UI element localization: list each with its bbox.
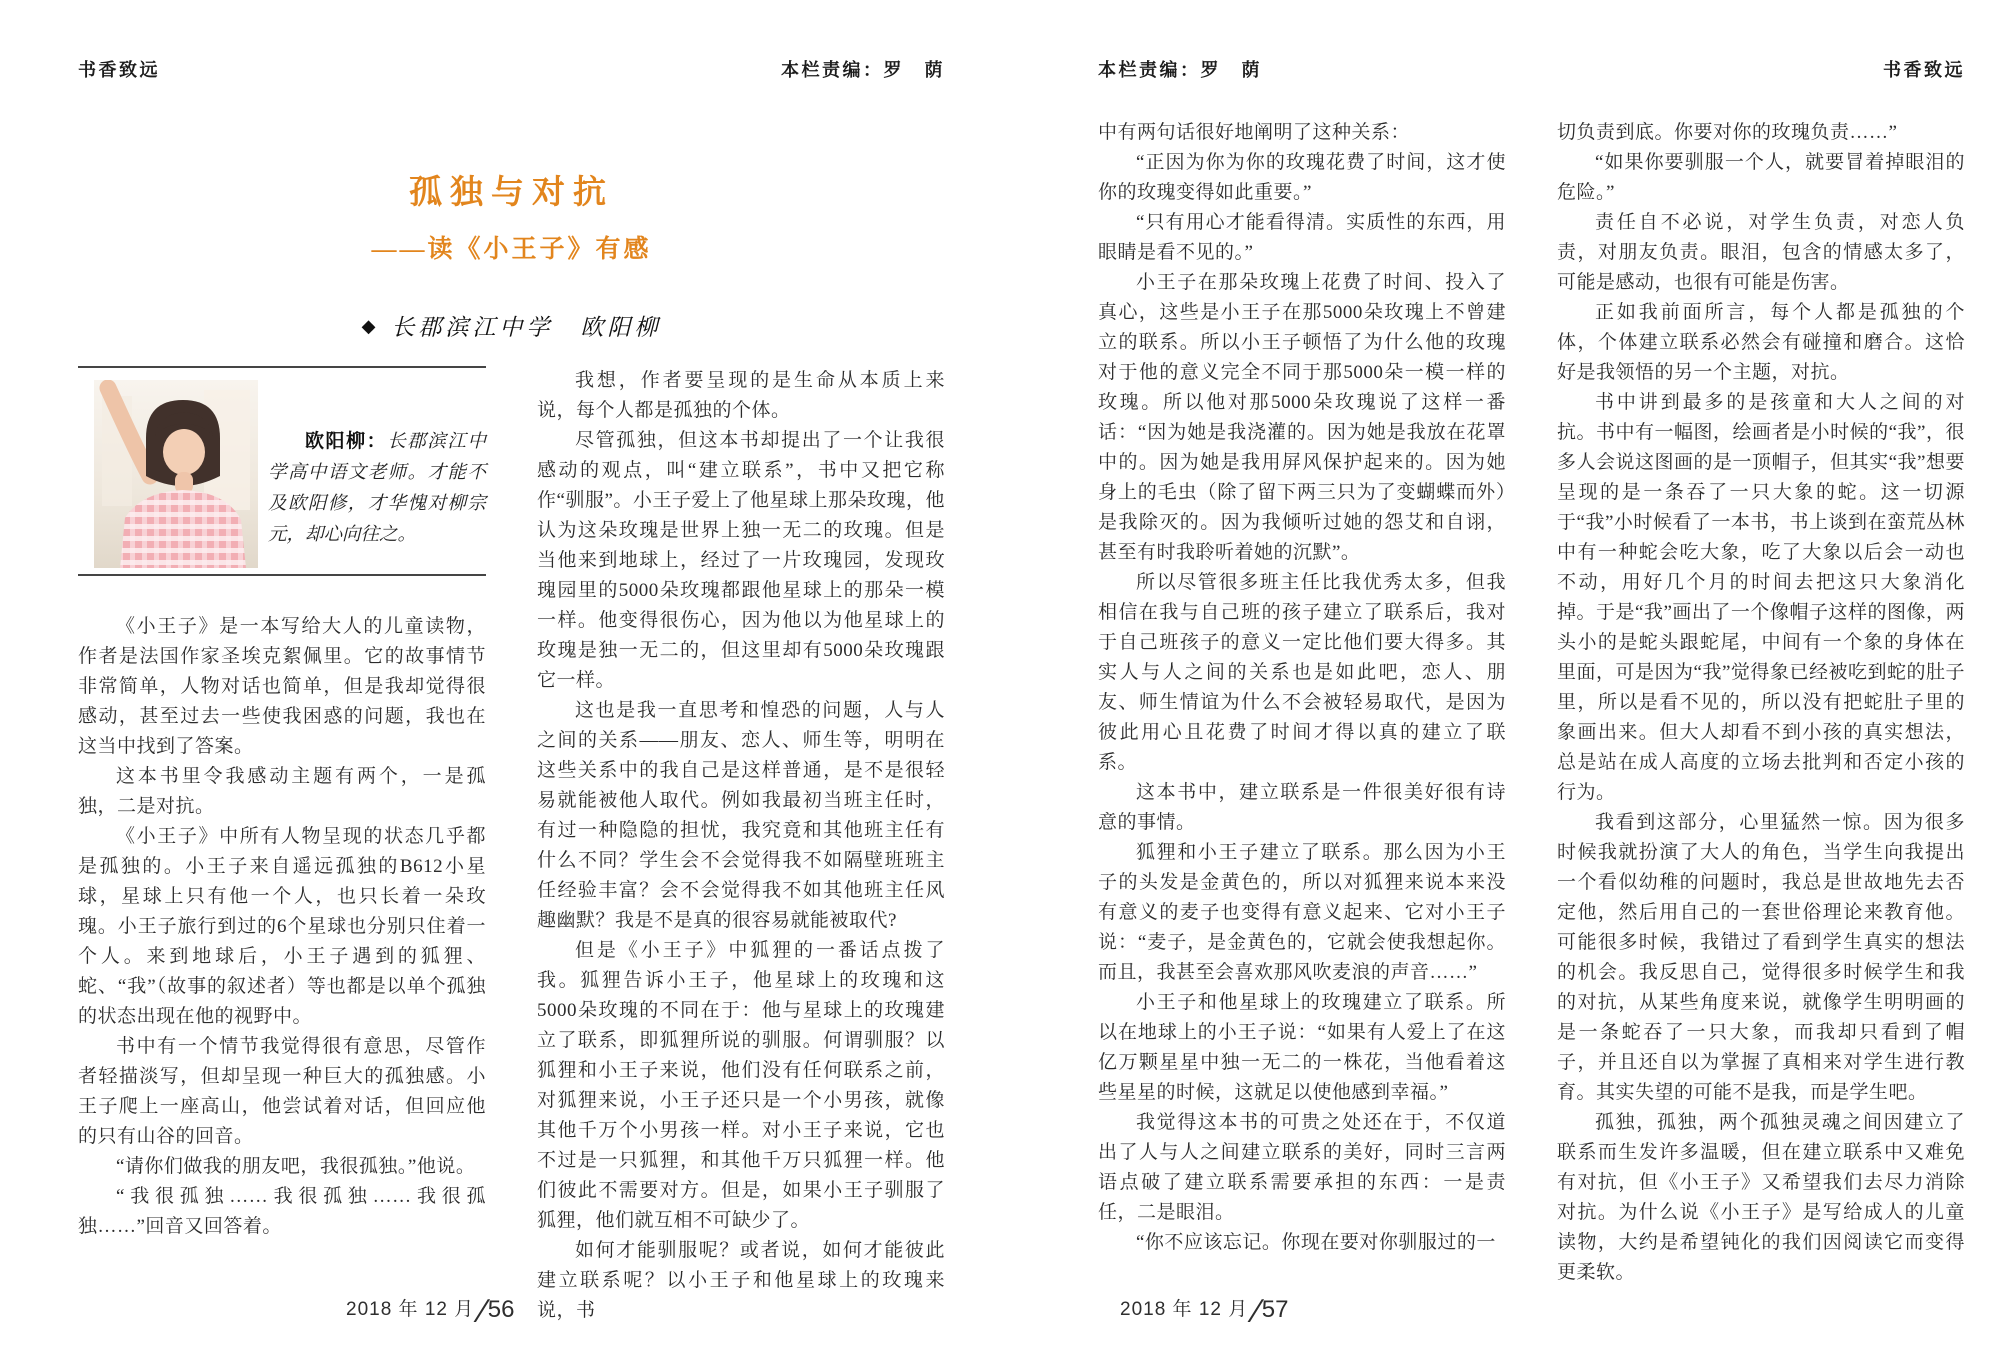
paragraph: 责任自不必说，对学生负责，对恋人负责，对朋友负责。眼泪，包含的情感太多了，可能是感动，也很有可能是伤害。 bbox=[1557, 212, 1965, 293]
paragraph: 我看到这部分，心里猛然一惊。因为很多时候我就扮演了大人的角色，当学生向我提出一个看似幼稚的问题时，我总是世故地先去否定他，然后用自己的一套世俗理论来教育他。可能很多时候，我错过了看到学生真实的想法的机会。我反思自己，觉得很多时候学生和我的对抗，从某些角度来说，就像学生明明画的是一条蛇吞了一只大象，而我却只看到了帽子，并且还自以为掌握了真相来对学生进行教育。其实失望的可能不是我，而是学生吧。 bbox=[1557, 812, 1965, 1103]
left-column-1 bbox=[78, 366, 486, 1242]
author-name: 长郡滨江中学 欧阳柳 bbox=[391, 315, 662, 340]
paragraph: “如果你要驯服一个人，就要冒着掉眼泪的危险。” bbox=[1557, 152, 1965, 203]
author-bio-name: 欧阳柳： bbox=[305, 431, 388, 452]
right-column-2 bbox=[1557, 118, 1965, 1288]
paragraph: 这也是我一直思考和惶恐的问题，人与人之间的关系——朋友、恋人、师生等，明明在这些关系中的我自己是这样普通，是不是很轻易就能被他人取代。例如我最初当班主任时，有过一种隐隐的担忧，我究竟和其他班主任有什么不同？学生会不会觉得我不如隔壁班班主任经验丰富？会不会觉得我不如其他班主任风趣幽默？我是不是真的很容易就能被取代? bbox=[537, 700, 945, 931]
paragraph: 书中有一个情节我觉得很有意思，尽管作者轻描淡写，但却呈现一种巨大的孤独感。小王子爬上一座高山，他尝试着对话，但回应他的只有山谷的回音。 bbox=[78, 1036, 486, 1147]
paragraph: 狐狸和小王子建立了联系。那么因为小王子的头发是金黄色的，所以对狐狸来说本来没有意义的麦子也变得有意义起来、它对小王子说：“麦子，是金黄色的，它就会使我想起你。而且，我甚至会喜欢那风吹麦浪的声音……” bbox=[1098, 842, 1506, 983]
paragraph: 中有两句话很好地阐明了这种关系： bbox=[1098, 122, 1411, 143]
divider bbox=[78, 574, 486, 576]
paragraph: 我觉得这本书的可贵之处还在于，不仅道出了人与人之间建立联系的美好，同时三言两语点破了建立联系需要承担的东西：一是责任，二是眼泪。 bbox=[1098, 1112, 1506, 1223]
article-subtitle: ——读《小王子》有感 bbox=[371, 236, 652, 263]
author-line bbox=[78, 309, 945, 342]
paragraph: 切负责到底。你要对你的玫瑰负责……” bbox=[1557, 122, 1898, 143]
paragraph: “正因为你为你的玫瑰花费了时间，这才使你的玫瑰变得如此重要。” bbox=[1098, 152, 1506, 203]
paragraph: 这本书中，建立联系是一件很美好很有诗意的事情。 bbox=[1098, 782, 1506, 833]
paragraph: “我很孤独……我很孤独……我很孤独……”回音又回答着。 bbox=[78, 1186, 486, 1237]
paragraph: “请你们做我的朋友吧，我很孤独。”他说。 bbox=[116, 1156, 476, 1177]
column-text bbox=[78, 612, 486, 1242]
paragraph: 尽管孤独，但这本书却提出了一个让我很感动的观点，叫“建立联系”，书中又把它称作“驯服”。小王子爱上了他星球上那朵玫瑰，他认为这朵玫瑰是世界上独一无二的玫瑰。但是当他来到地球上，经过了一片玫瑰园，发现玫瑰园里的5000朵玫瑰都跟他星球上的那朵一模一样。他变得很伤心，因为他以为他星球上的玫瑰是独一无二的，但这里却有5000朵玫瑰跟它一样。 bbox=[537, 430, 945, 691]
page-left bbox=[78, 0, 945, 1358]
page-number: 56 bbox=[487, 1296, 515, 1323]
page-header-right bbox=[1098, 56, 1965, 82]
paragraph: 小王子在那朵玫瑰上花费了时间、投入了真心，这些是小王子在那5000朵玫瑰上不曾建立的联系。所以小王子顿悟了为什么他的玫瑰对于他的意义完全不同于那5000朵一模一样的玫瑰。所以他对那5000朵玫瑰说了这样一番话：“因为她是我浇灌的。因为她是我放在花罩中的。因为她是我用屏风保护起来的。因为她身上的毛虫（除了留下两三只为了变蝴蝶而外）是我除灭的。因为我倾听过她的怨艾和自诩，甚至有时我聆听着她的沉默”。 bbox=[1098, 272, 1506, 563]
paragraph: 我想，作者要呈现的是生命从本质上来说，每个人都是孤独的个体。 bbox=[537, 370, 945, 421]
page-footer-right bbox=[1120, 1292, 1288, 1330]
right-column-1 bbox=[1098, 118, 1506, 1258]
article-title: 孤独与对抗 bbox=[409, 175, 614, 211]
paragraph: “只有用心才能看得清。实质性的东西，用眼睛是看不见的。” bbox=[1098, 212, 1506, 263]
author-bio-caption bbox=[268, 380, 486, 568]
paragraph: 但是《小王子》中狐狸的一番话点拨了我。狐狸告诉小王子，他星球上的玫瑰和这5000朵玫瑰的不同在于：他与星球上的玫瑰建立了联系，即狐狸所说的驯服。何谓驯服？以狐狸和小王子来说，他们没有任何联系之前，对狐狸来说，小王子还只是一个小男孩，就像其他千万个小男孩一样。对小王子来说，它也不过是一只狐狸，和其他千万只狐狸一样。他们彼此不需要对方。但是，如果小王子驯服了狐狸，他们就互相不可缺少了。 bbox=[537, 940, 945, 1231]
editor-label: 本栏责编：罗 荫 bbox=[781, 60, 945, 80]
paragraph: 书中讲到最多的是孩童和大人之间的对抗。书中有一幅图，绘画者是小时候的“我”，很多人会说这图画的是一顶帽子，但其实“我”想要呈现的是一条吞了一只大象的蛇。这一切源于“我”小时候看了一本书，书上谈到在蛮荒丛林中有一种蛇会吃大象，吃了大象以后会一动也不动，用好几个月的时间去把这只大象消化掉。于是“我”画出了一个像帽子这样的图像，两头小的是蛇头跟蛇尾，中间有一个象的身体在里面，可是因为“我”觉得象已经被吃到蛇的肚子里，所以是看不见的，所以没有把蛇肚子里的象画出来。但大人却看不到小孩的真实想法，总是站在成人高度的立场去批判和否定小孩的行为。 bbox=[1557, 392, 1965, 803]
author-bio-text: 长郡滨江中学高中语文老师。才能不及欧阳修，才华愧对柳宗元，却心向往之。 bbox=[268, 432, 486, 545]
page-number: 57 bbox=[1261, 1296, 1289, 1323]
paragraph: 小王子和他星球上的玫瑰建立了联系。所以在地球上的小王子说：“如果有人爱上了在这亿万颗星星中独一无二的一株花，当他看着这些星星的时候，这就足以使他感到幸福。” bbox=[1098, 992, 1506, 1103]
paragraph: 《小王子》是一本写给大人的儿童读物，作者是法国作家圣埃克絮佩里。它的故事情节非常简单，人物对话也简单，但是我却觉得很感动，甚至过去一些使我困惑的问题，我也在这当中找到了答案。 bbox=[78, 616, 486, 757]
editor-label: 本栏责编：罗 荫 bbox=[1098, 60, 1262, 80]
author-intro-box bbox=[78, 368, 486, 574]
author-photo bbox=[94, 380, 258, 568]
section-label: 书香致远 bbox=[1883, 60, 1965, 80]
page-footer-left bbox=[346, 1292, 514, 1330]
paragraph: “你不应该忘记。你现在要对你驯服过的一 bbox=[1136, 1232, 1496, 1253]
title-block bbox=[78, 166, 945, 342]
footer-date: 2018 年 12 月 bbox=[346, 1299, 475, 1320]
paragraph: 《小王子》中所有人物呈现的状态几乎都是孤独的。小王子来自遥远孤独的B612小星球，星球上只有他一个人，也只长着一朵玫瑰。小王子旅行到过的6个星球也分别只住着一个人。来到地球后，小王子遇到的狐狸、蛇、“我”（故事的叙述者）等也都是以单个孤独的状态出现在他的视野中。 bbox=[78, 826, 486, 1027]
page-header-left bbox=[78, 56, 945, 82]
paragraph: 所以尽管很多班主任比我优秀太多，但我相信在我与自己班的孩子建立了联系后，我对于自己班孩子的意义一定比他们要大得多。其实人与人之间的关系也是如此吧，恋人、朋友、师生情谊为什么不会被轻易取代，是因为彼此用心且花费了时间才得以真的建立了联系。 bbox=[1098, 572, 1506, 773]
left-column-2 bbox=[537, 366, 945, 1326]
paragraph: 孤独，孤独，两个孤独灵魂之间因建立了联系而生发许多温暖，但在建立联系中又难免有对抗，但《小王子》又希望我们去尽力消除对抗。为什么说《小王子》是写给成人的儿童读物，大约是希望钝化的我们因阅读它而变得更柔软。 bbox=[1557, 1112, 1965, 1283]
footer-slash: ∕ bbox=[1254, 1292, 1260, 1329]
footer-date: 2018 年 12 月 bbox=[1120, 1299, 1249, 1320]
page-right bbox=[1098, 0, 1965, 1358]
paragraph: 正如我前面所言，每个人都是孤独的个体，个体建立联系必然会有碰撞和磨合。这恰好是我领悟的另一个主题，对抗。 bbox=[1557, 302, 1965, 383]
paragraph: 如何才能驯服呢？或者说，如何才能彼此建立联系呢？以小王子和他星球上的玫瑰来说，书 bbox=[537, 1240, 945, 1321]
section-label: 书香致远 bbox=[78, 60, 160, 80]
paragraph: 这本书里令我感动主题有两个，一是孤独，二是对抗。 bbox=[78, 766, 486, 817]
diamond-icon: ◆ bbox=[361, 316, 380, 336]
footer-slash: ∕ bbox=[480, 1292, 486, 1329]
